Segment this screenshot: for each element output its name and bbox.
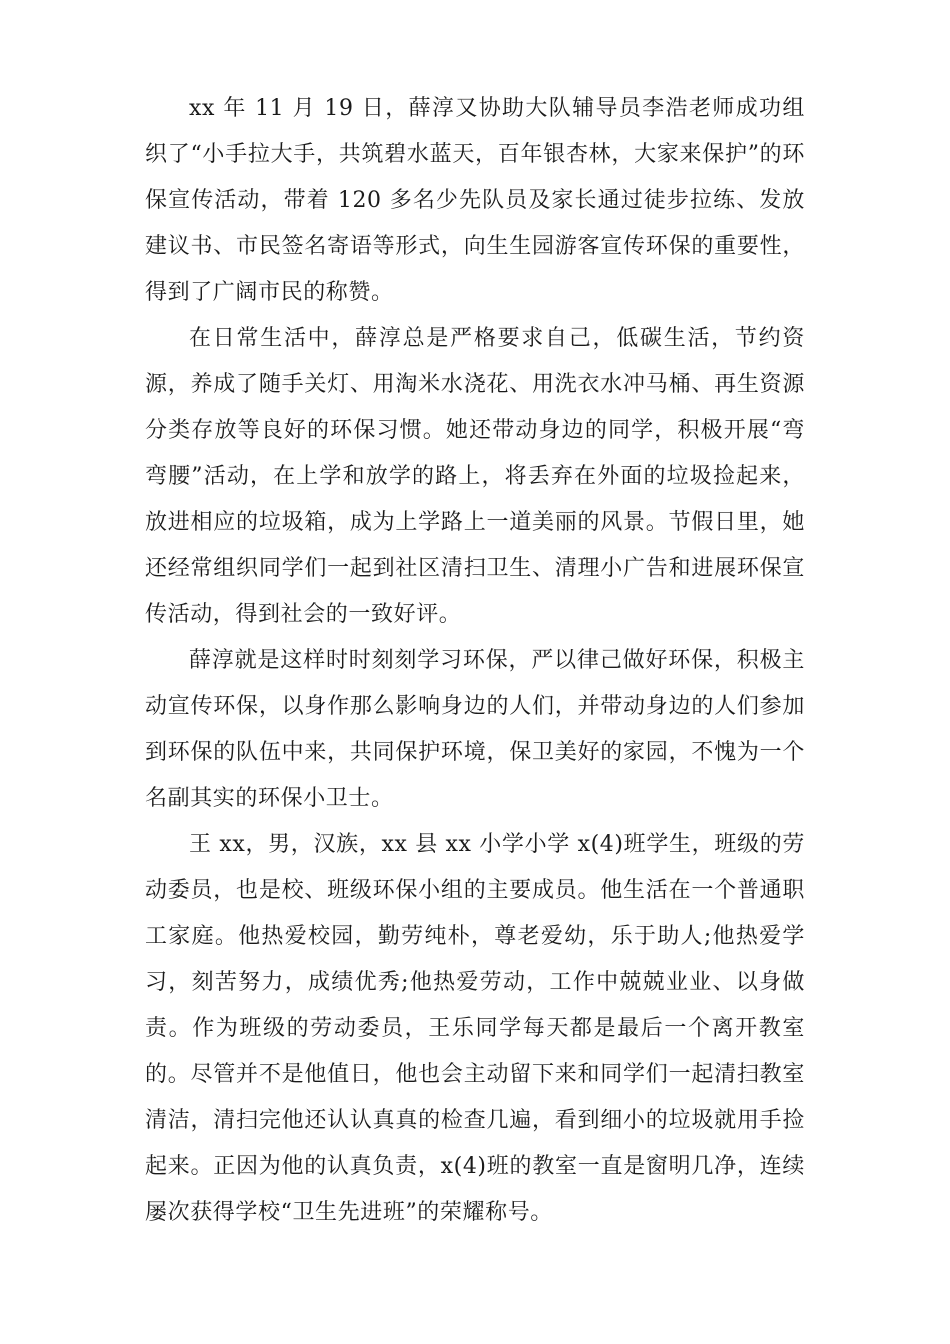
paragraph-wang: 王 xx，男，汉族，xx 县 xx 小学小学 x(4)班学生，班级的劳动委员，也是校、班级环保小组的主要成员。他生活在一个普通职工家庭。他热爱校园，勤劳纯朴，尊老爱幼，乐于助人;他热爱学习，刻苦努力，成绩优秀;他热爱劳动，工作中兢兢业业、以身做责。作为班级的劳动委员，王乐同学每天都是最后一个离开教室的。尽管并不是他值日，他也会主动留下来和同学们一起清扫教室清洁，清扫完他还认认真真的检查几遍，看到细小的垃圾就用手捡起来。正因为他的认真负责，x(4)班的教室一直是窗明几净，连续屡次获得学校“卫生先进班”的荣耀称号。	[145, 832, 805, 1225]
paragraph-activity: xx 年 11 月 19 日，薛淳又协助大队辅导员李浩老师成功组织了“小手拉大手，共筑碧水蓝天，百年银杏林，大家来保护”的环保宣传活动，带着 120 多名少先队员及家长通过徒步拉练、发放建议书、市民签名寄语等形式，向生生园游客宣传环保的重要性，得到了广阔市民的称赞。	[145, 96, 805, 305]
paragraph-daily-life: 在日常生活中，薛淳总是严格要求自己，低碳生活，节约资源，养成了随手关灯、用淘米水浇花、用洗衣水冲马桶、再生资源分类存放等良好的环保习惯。她还带动身边的同学，积极开展“弯弯腰”活动，在上学和放学的路上，将丢弃在外面的垃圾捡起来，放进相应的垃圾箱，成为上学路上一道美丽的风景。节假日里，她还经常组织同学们一起到社区清扫卫生、清理小广告和进展环保宣传活动，得到社会的一致好评。	[145, 326, 805, 627]
document-body	[145, 86, 805, 1236]
paragraph-summary: 薛淳就是这样时时刻刻学习环保，严以律己做好环保，积极主动宣传环保，以身作那么影响身边的人们，并带动身边的人们参加到环保的队伍中来，共同保护环境，保卫美好的家园，不愧为一个名副其实的环保小卫士。	[145, 648, 805, 811]
